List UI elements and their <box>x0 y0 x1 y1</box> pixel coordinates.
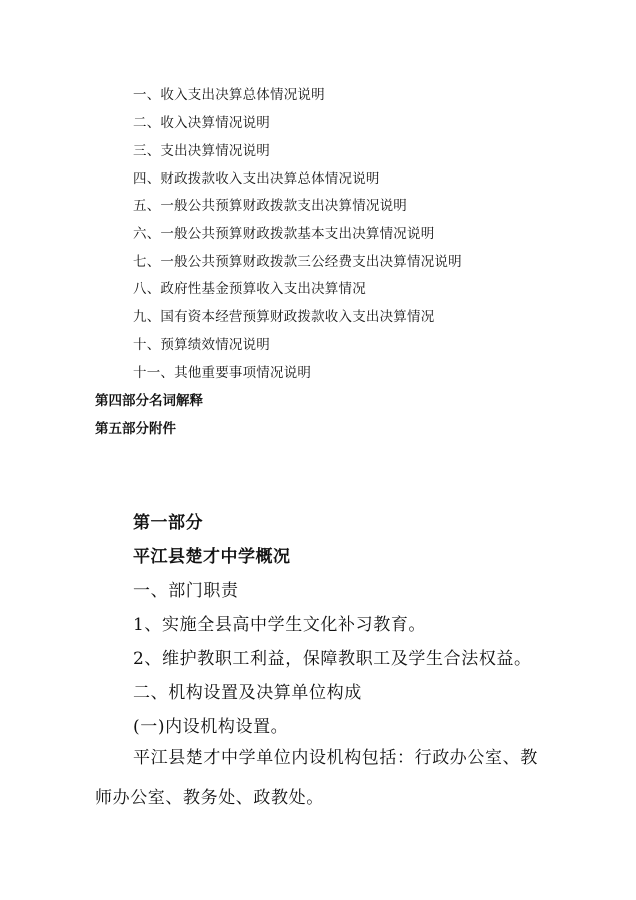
body-paragraph: 平江县楚才中学单位内设机构包括：行政办公室、教师办公室、教务处、政教处。 <box>95 748 538 808</box>
toc-item: 十、预算绩效情况说明 <box>133 337 270 353</box>
org-title: 平江县楚才中学概况 <box>133 547 291 567</box>
duty-item: 2、维护教职工利益，保障教职工及学生合法权益。 <box>133 649 532 669</box>
toc-item: 一、收入支出决算总体情况说明 <box>133 87 325 103</box>
toc-item: 五、一般公共预算财政拨款支出决算情况说明 <box>133 198 407 214</box>
duty-item: 1、实施全县高中学生文化补习教育。 <box>133 615 427 635</box>
toc-part5-heading: 第五部分附件 <box>95 421 176 437</box>
toc-item: 六、一般公共预算财政拨款基本支出决算情况说明 <box>133 226 435 242</box>
subsection-heading: (一)内设机构设置。 <box>133 717 289 737</box>
toc-item: 三、支出决算情况说明 <box>133 143 270 159</box>
section-heading: 一、部门职责 <box>133 581 239 601</box>
section-heading: 二、机构设置及决算单位构成 <box>133 683 362 703</box>
toc-part4-heading: 第四部分名词解释 <box>95 393 203 409</box>
toc-item: 四、财政拨款收入支出决算总体情况说明 <box>133 171 380 187</box>
part-title: 第一部分 <box>133 513 203 533</box>
toc-item: 九、国有资本经营预算财政拨款收入支出决算情况 <box>133 309 435 325</box>
toc-item: 二、收入决算情况说明 <box>133 115 270 131</box>
toc-item: 十一、其他重要事项情况说明 <box>133 365 312 381</box>
toc-item: 八、政府性基金预算收入支出决算情况 <box>133 281 366 297</box>
toc-item: 七、一般公共预算财政拨款三公经费支出决算情况说明 <box>133 254 462 270</box>
